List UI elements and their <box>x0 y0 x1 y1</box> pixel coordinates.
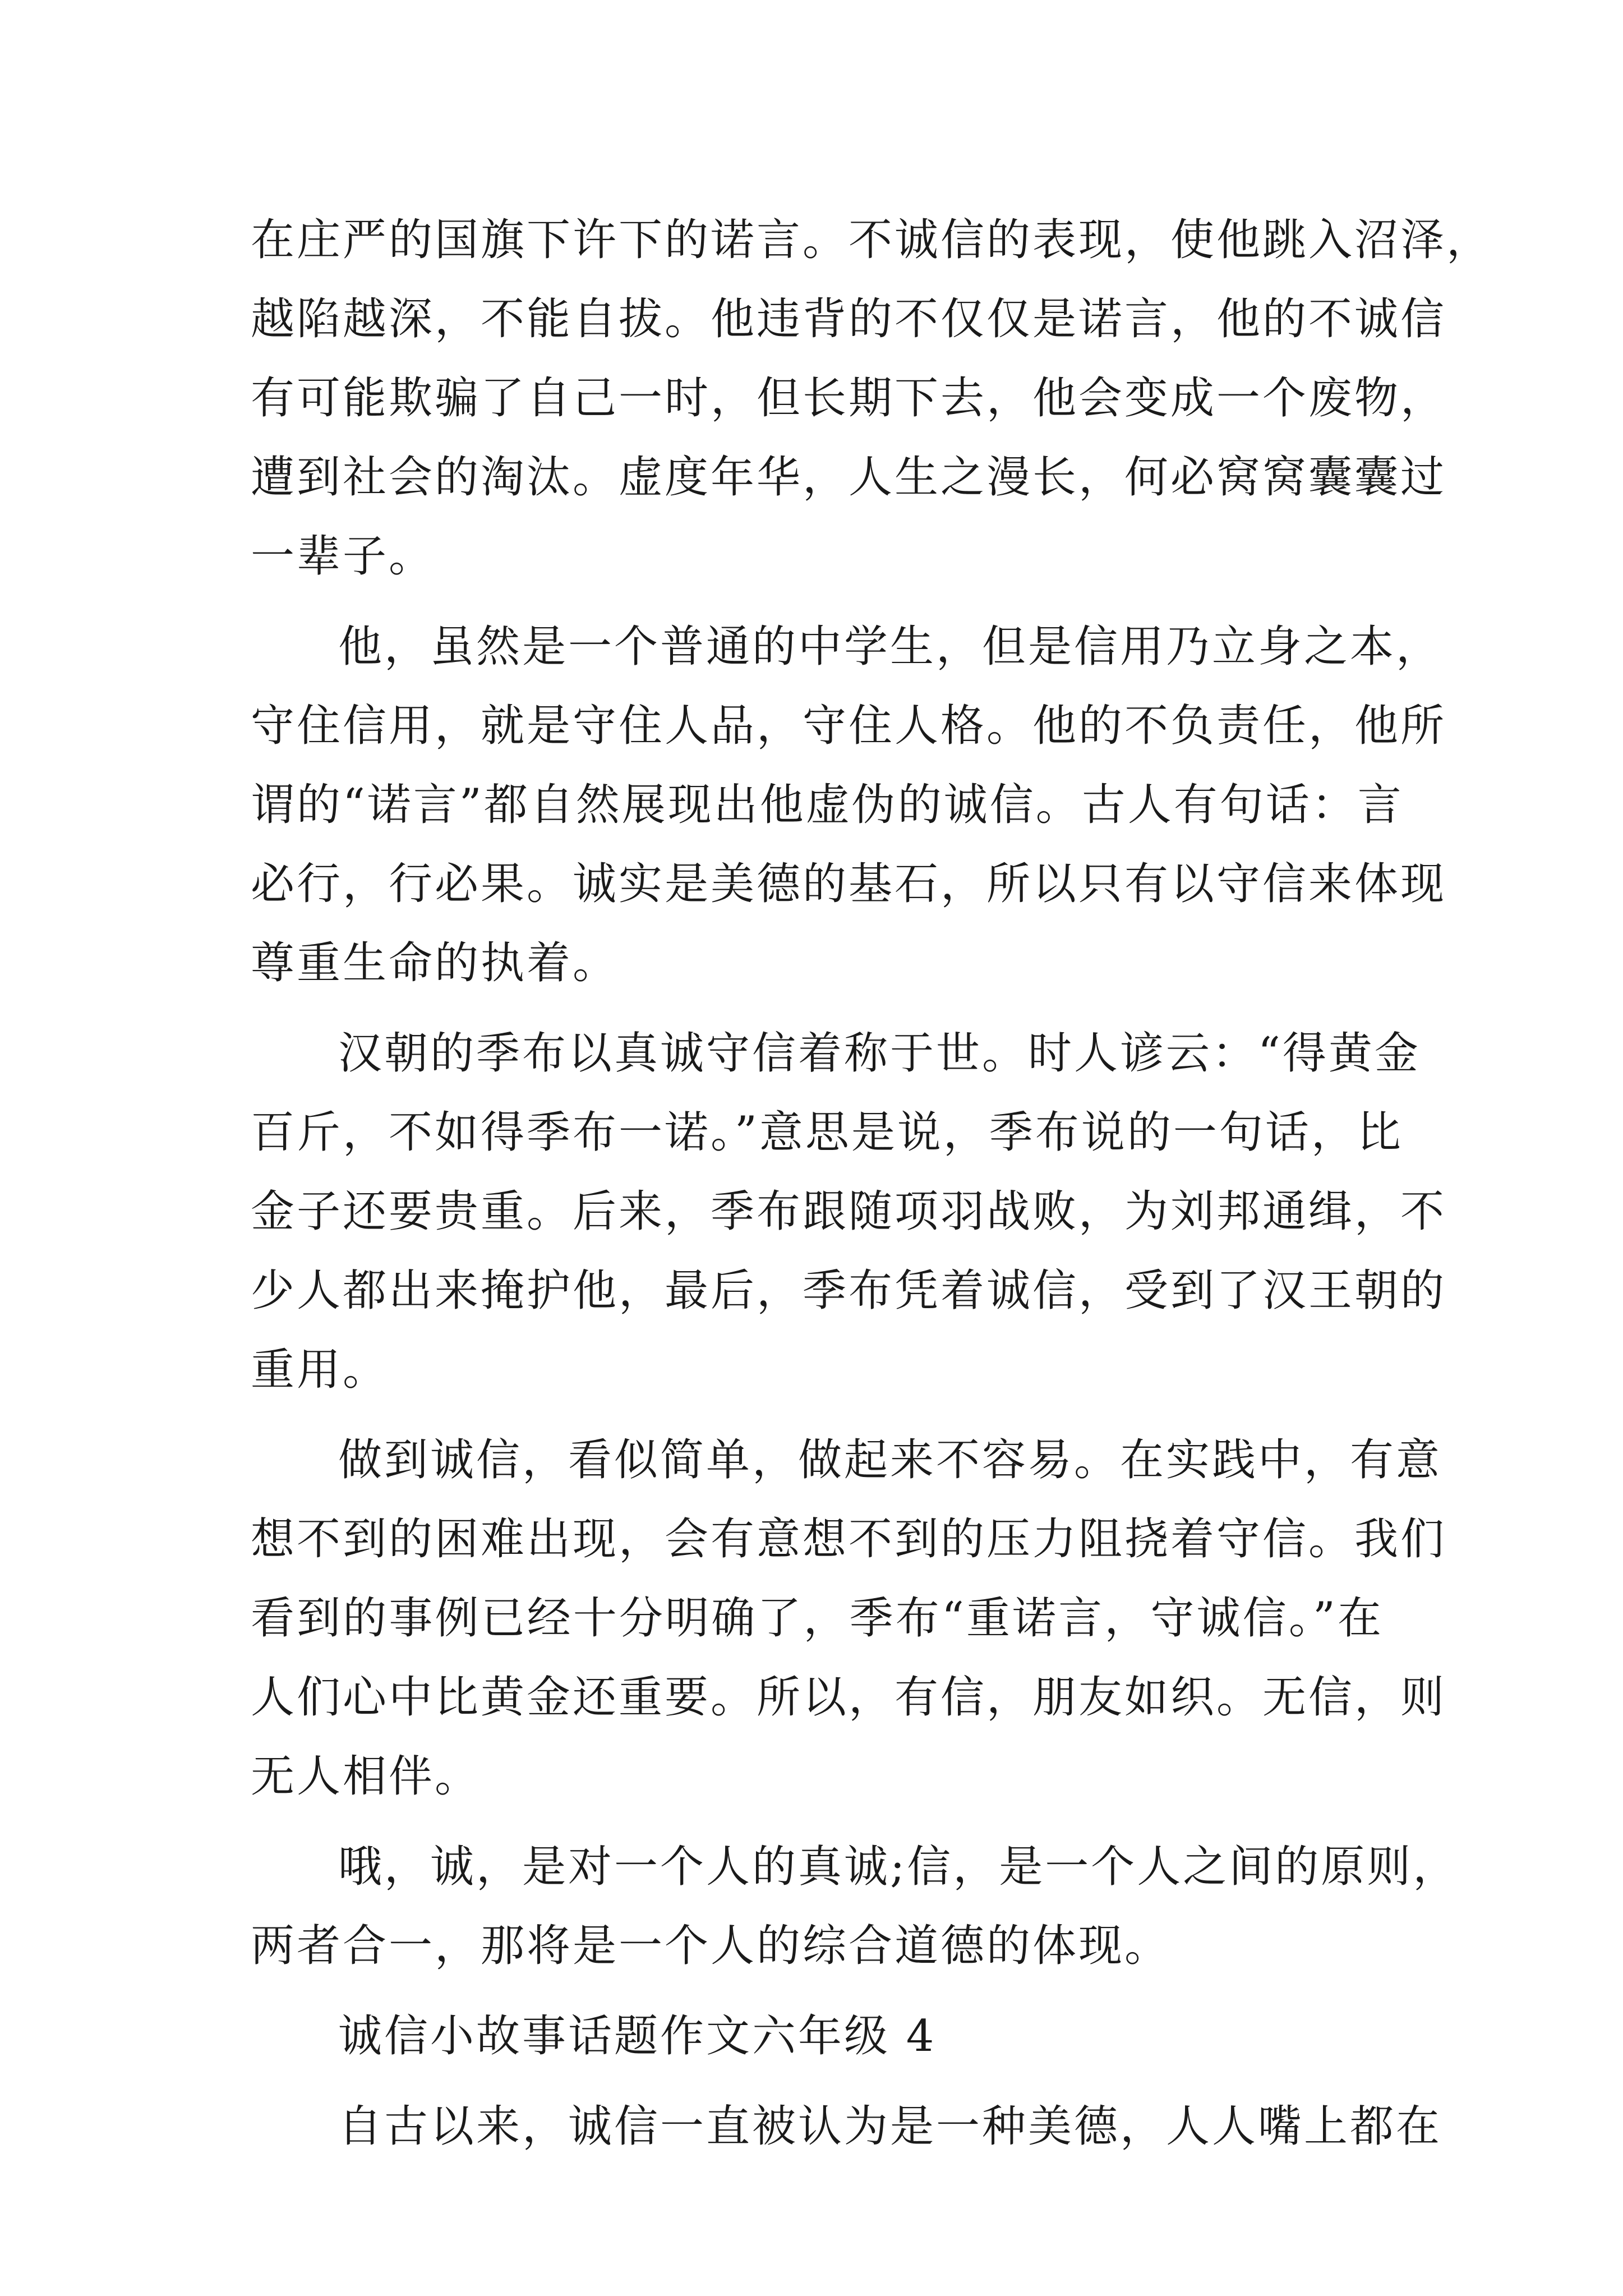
text-line: 哦，诚，是对一个人的真诚;信，是一个人之间的原则， <box>338 1842 1459 1892</box>
text-line: 谓的“诺言”都自然展现出他虚伪的诚信。古人有句话：言 <box>251 780 1404 830</box>
text-line: 一辈子。 <box>251 531 435 582</box>
text-line: 遭到社会的淘汰。虚度年华，人生之漫长，何必窝窝囊囊过 <box>251 452 1447 503</box>
text-line: 两者合一，那将是一个人的综合道德的体现。 <box>251 1921 1171 1971</box>
paragraph <box>251 1828 1459 1986</box>
text-line: 想不到的困难出现，会有意想不到的压力阻挠着守信。我们 <box>251 1514 1447 1565</box>
paragraph <box>251 1014 1447 1410</box>
text-line: 自古以来，诚信一直被认为是一种美德，人人嘴上都在 <box>338 2101 1442 2152</box>
text-line: 金子还要贵重。后来，季布跟随项羽战败，为刘邦通缉，不 <box>251 1186 1447 1237</box>
document-body <box>251 201 1493 2166</box>
text-line: 看到的事例已经十分明确了，季布“重诺言，守诚信。”在 <box>251 1593 1384 1644</box>
text-line: 重用。 <box>251 1345 389 1395</box>
text-line: 越陷越深，不能自拔。他违背的不仅仅是诺言，他的不诚信 <box>251 294 1447 344</box>
text-line: 汉朝的季布以真诚守信着称于世。时人谚云：“得黄金 <box>338 1028 1421 1079</box>
paragraph <box>251 1421 1447 1816</box>
text-line: 百斤，不如得季布一诺。”意思是说，季布说的一句话，比 <box>251 1107 1403 1158</box>
text-line: 在庄严的国旗下许下的诺言。不诚信的表现，使他跳入沼泽， <box>251 215 1493 265</box>
paragraph <box>251 201 1493 596</box>
text-line: 人们心中比黄金还重要。所以，有信，朋友如织。无信，则 <box>251 1672 1447 1723</box>
text-line: 少人都出来掩护他，最后，季布凭着诚信，受到了汉王朝的 <box>251 1266 1447 1316</box>
text-line: 做到诚信，看似简单，做起来不容易。在实践中，有意 <box>338 1435 1442 1485</box>
text-line: 必行，行必果。诚实是美德的基石，所以只有以守信来体现 <box>251 859 1447 909</box>
section-heading: 诚信小故事话题作文六年级 4 <box>338 2011 937 2062</box>
text-line: 尊重生命的执着。 <box>251 938 619 988</box>
text-line: 无人相伴。 <box>251 1751 481 1802</box>
paragraph <box>251 608 1447 1003</box>
text-line: 他，虽然是一个普通的中学生，但是信用乃立身之本， <box>338 622 1442 672</box>
text-line: 有可能欺骗了自己一时，但长期下去，他会变成一个废物， <box>251 373 1447 424</box>
text-line: 守住信用，就是守住人品，守住人格。他的不负责任，他所 <box>251 701 1447 751</box>
